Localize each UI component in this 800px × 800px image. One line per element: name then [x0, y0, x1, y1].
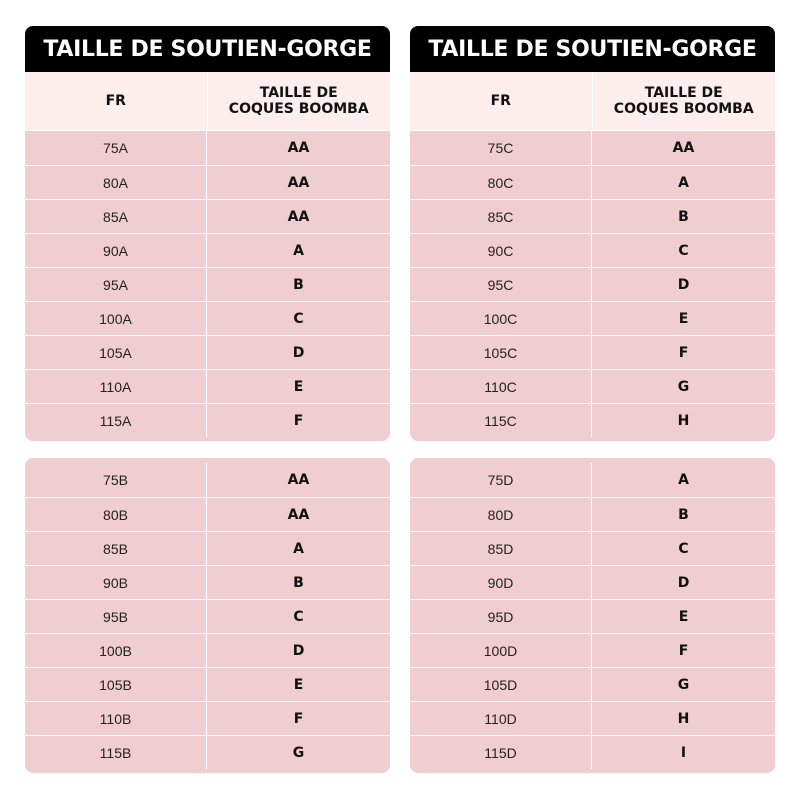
cup-size-cell: C: [293, 310, 304, 327]
size-table-a: [25, 26, 390, 441]
column-header-line1: TAILLE DE: [644, 85, 723, 101]
table-row: [25, 599, 390, 633]
cup-size-cell: D: [677, 276, 690, 293]
table-row: [25, 131, 390, 165]
cup-size-cell: G: [677, 676, 690, 693]
fr-size-cell: 115C: [410, 404, 592, 437]
cup-size-cell: C: [678, 540, 689, 557]
table-row: [410, 701, 775, 735]
cup-size-cell: F: [293, 710, 304, 727]
fr-size-cell: 80A: [25, 166, 207, 199]
column-header-cup-size: [593, 72, 776, 130]
cup-size-cell: AA: [672, 140, 695, 156]
table-row: [25, 165, 390, 199]
table-row: [410, 267, 775, 301]
table-row: [25, 233, 390, 267]
cup-size-cell: B: [293, 276, 304, 293]
size-table-b: [25, 458, 390, 773]
table-row: [25, 633, 390, 667]
table-row: [25, 301, 390, 335]
fr-size-cell: 85B: [25, 532, 207, 565]
table-row: [25, 735, 390, 769]
fr-size-cell: 105C: [410, 336, 592, 369]
table-header: [410, 72, 775, 131]
table-row: [25, 463, 390, 497]
fr-size-cell: 110C: [410, 370, 592, 403]
cup-size-cell: C: [293, 608, 304, 625]
fr-size-cell: 90A: [25, 234, 207, 267]
fr-size-cell: 100C: [410, 302, 592, 335]
fr-size-cell: 105A: [25, 336, 207, 369]
cup-size-cell: D: [292, 344, 305, 361]
cup-size-cell: A: [293, 540, 304, 557]
fr-size-cell: 115D: [410, 736, 592, 769]
table-row: [410, 369, 775, 403]
cup-size-cell: B: [678, 208, 689, 225]
column-header-fr: FR: [410, 72, 593, 130]
cup-size-cell: A: [678, 174, 689, 191]
fr-size-cell: 75C: [410, 131, 592, 165]
fr-size-cell: 85C: [410, 200, 592, 233]
cup-size-cell: F: [293, 412, 304, 429]
cup-size-cell: E: [678, 310, 689, 327]
table-body: [25, 463, 390, 769]
table-row: [410, 131, 775, 165]
column-header-line2: COQUES BOOMBA: [228, 101, 369, 117]
cup-size-cell: E: [293, 378, 304, 395]
table-row: [25, 497, 390, 531]
table-header: [25, 72, 390, 131]
cup-size-cell: C: [678, 242, 689, 259]
table-row: [25, 701, 390, 735]
table-row: [410, 165, 775, 199]
fr-size-cell: 105D: [410, 668, 592, 701]
table-row: [25, 199, 390, 233]
fr-size-cell: 75B: [25, 463, 207, 497]
cup-size-cell: D: [292, 642, 305, 659]
table-row: [410, 463, 775, 497]
column-header-line2: COQUES BOOMBA: [613, 101, 754, 117]
table-row: [410, 531, 775, 565]
cup-size-cell: G: [292, 744, 305, 761]
fr-size-cell: 95B: [25, 600, 207, 633]
fr-size-cell: 100D: [410, 634, 592, 667]
fr-size-cell: 90D: [410, 566, 592, 599]
cup-size-cell: B: [678, 506, 689, 523]
table-row: [410, 233, 775, 267]
cup-size-cell: D: [677, 574, 690, 591]
table-title: TAILLE DE SOUTIEN-GORGE: [25, 26, 390, 72]
fr-size-cell: 90B: [25, 566, 207, 599]
cup-size-cell: G: [677, 378, 690, 395]
table-row: [410, 735, 775, 769]
cup-size-cell: I: [680, 744, 687, 761]
table-row: [25, 369, 390, 403]
table-row: [410, 335, 775, 369]
table-row: [410, 403, 775, 437]
cup-size-cell: AA: [287, 208, 310, 225]
table-row: [25, 267, 390, 301]
column-header-cup-size: [208, 72, 391, 130]
fr-size-cell: 80C: [410, 166, 592, 199]
size-table-d: [410, 458, 775, 773]
cup-size-cell: F: [678, 344, 689, 361]
fr-size-cell: 105B: [25, 668, 207, 701]
cup-size-cell: E: [678, 608, 689, 625]
table-body: [410, 131, 775, 437]
cup-size-cell: H: [677, 412, 690, 429]
table-body: [410, 463, 775, 769]
fr-size-cell: 75A: [25, 131, 207, 165]
cup-size-cell: F: [678, 642, 689, 659]
fr-size-cell: 95A: [25, 268, 207, 301]
cup-size-cell: B: [293, 574, 304, 591]
table-row: [410, 667, 775, 701]
fr-size-cell: 80B: [25, 498, 207, 531]
cup-size-cell: AA: [287, 506, 310, 523]
column-header-fr: FR: [25, 72, 208, 130]
fr-size-cell: 115B: [25, 736, 207, 769]
fr-size-cell: 110B: [25, 702, 207, 735]
cup-size-cell: A: [293, 242, 304, 259]
size-table-c: [410, 26, 775, 441]
fr-size-cell: 75D: [410, 463, 592, 497]
table-row: [410, 497, 775, 531]
table-row: [410, 301, 775, 335]
table-row: [410, 599, 775, 633]
column-header-line1: TAILLE DE: [259, 85, 338, 101]
table-row: [410, 633, 775, 667]
table-row: [25, 335, 390, 369]
cup-size-cell: AA: [287, 140, 310, 156]
cup-size-cell: AA: [287, 472, 310, 488]
fr-size-cell: 100A: [25, 302, 207, 335]
table-row: [25, 565, 390, 599]
table-title: TAILLE DE SOUTIEN-GORGE: [410, 26, 775, 72]
cup-size-cell: E: [293, 676, 304, 693]
fr-size-cell: 95D: [410, 600, 592, 633]
table-body: [25, 131, 390, 437]
table-row: [25, 667, 390, 701]
table-row: [410, 199, 775, 233]
fr-size-cell: 90C: [410, 234, 592, 267]
table-row: [25, 403, 390, 437]
table-row: [25, 531, 390, 565]
fr-size-cell: 110A: [25, 370, 207, 403]
table-row: [410, 565, 775, 599]
fr-size-cell: 95C: [410, 268, 592, 301]
fr-size-cell: 110D: [410, 702, 592, 735]
fr-size-cell: 85D: [410, 532, 592, 565]
cup-size-cell: AA: [287, 174, 310, 191]
fr-size-cell: 85A: [25, 200, 207, 233]
cup-size-cell: A: [678, 472, 689, 488]
fr-size-cell: 80D: [410, 498, 592, 531]
fr-size-cell: 100B: [25, 634, 207, 667]
fr-size-cell: 115A: [25, 404, 207, 437]
cup-size-cell: H: [677, 710, 690, 727]
